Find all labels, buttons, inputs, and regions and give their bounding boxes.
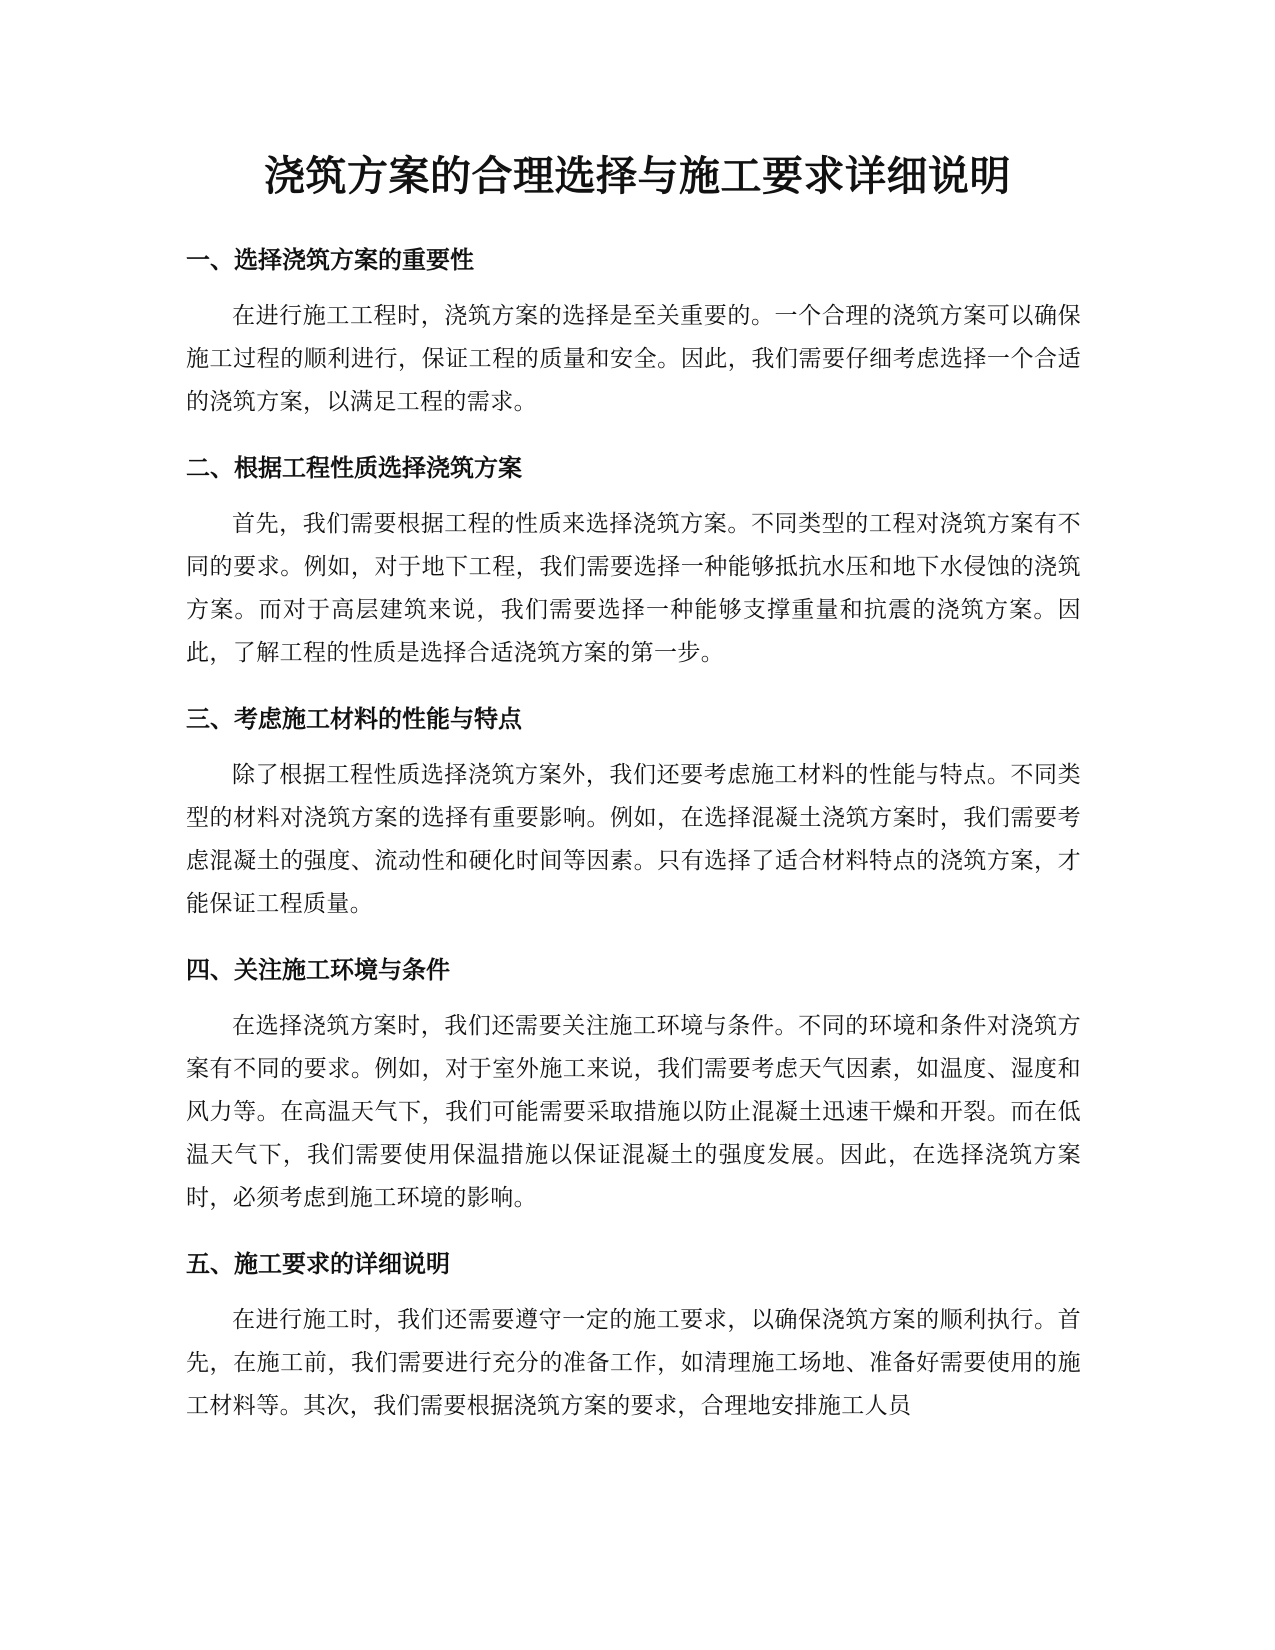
section-heading: 四、关注施工环境与条件: [186, 956, 450, 984]
section-heading: 三、考虑施工材料的性能与特点: [186, 705, 522, 733]
section-paragraph: 在进行施工时，我们还需要遵守一定的施工要求，以确保浇筑方案的顺利执行。首先，在施工前，我们需要进行充分的准备工作，如清理施工场地、准备好需要使用的施工材料等。其次，我们需要根据浇筑方案的要求，合理地安排施工人员: [186, 1307, 1081, 1419]
section-project-nature: [186, 452, 1081, 675]
section-importance: [186, 244, 1081, 424]
section-requirements: [186, 1248, 1081, 1428]
section-paragraph: 除了根据工程性质选择浇筑方案外，我们还要考虑施工材料的性能与特点。不同类型的材料对浇筑方案的选择有重要影响。例如，在选择混凝土浇筑方案时，我们需要考虑混凝土的强度、流动性和硬化时间等因素。只有选择了适合材料特点的浇筑方案，才能保证工程质量。: [186, 762, 1081, 917]
section-heading: 二、根据工程性质选择浇筑方案: [186, 454, 522, 482]
document-body: [186, 244, 1081, 1456]
section-paragraph: 首先，我们需要根据工程的性质来选择浇筑方案。不同类型的工程对浇筑方案有不同的要求。例如，对于地下工程，我们需要选择一种能够抵抗水压和地下水侵蚀的浇筑方案。而对于高层建筑来说，我们需要选择一种能够支撑重量和抗震的浇筑方案。因此，了解工程的性质是选择合适浇筑方案的第一步。: [186, 511, 1081, 666]
document-title: 浇筑方案的合理选择与施工要求详细说明: [264, 152, 1011, 200]
section-heading: 一、选择浇筑方案的重要性: [186, 246, 474, 274]
section-heading: 五、施工要求的详细说明: [186, 1250, 450, 1278]
section-paragraph: 在进行施工工程时，浇筑方案的选择是至关重要的。一个合理的浇筑方案可以确保施工过程的顺利进行，保证工程的质量和安全。因此，我们需要仔细考虑选择一个合适的浇筑方案，以满足工程的需求。: [186, 303, 1081, 415]
section-materials: [186, 703, 1081, 926]
section-paragraph: 在选择浇筑方案时，我们还需要关注施工环境与条件。不同的环境和条件对浇筑方案有不同的要求。例如，对于室外施工来说，我们需要考虑天气因素，如温度、湿度和风力等。在高温天气下，我们可能需要采取措施以防止混凝土迅速干燥和开裂。而在低温天气下，我们需要使用保温措施以保证混凝土的强度发展。因此，在选择浇筑方案时，必须考虑到施工环境的影响。: [186, 1013, 1081, 1211]
section-environment: [186, 954, 1081, 1220]
